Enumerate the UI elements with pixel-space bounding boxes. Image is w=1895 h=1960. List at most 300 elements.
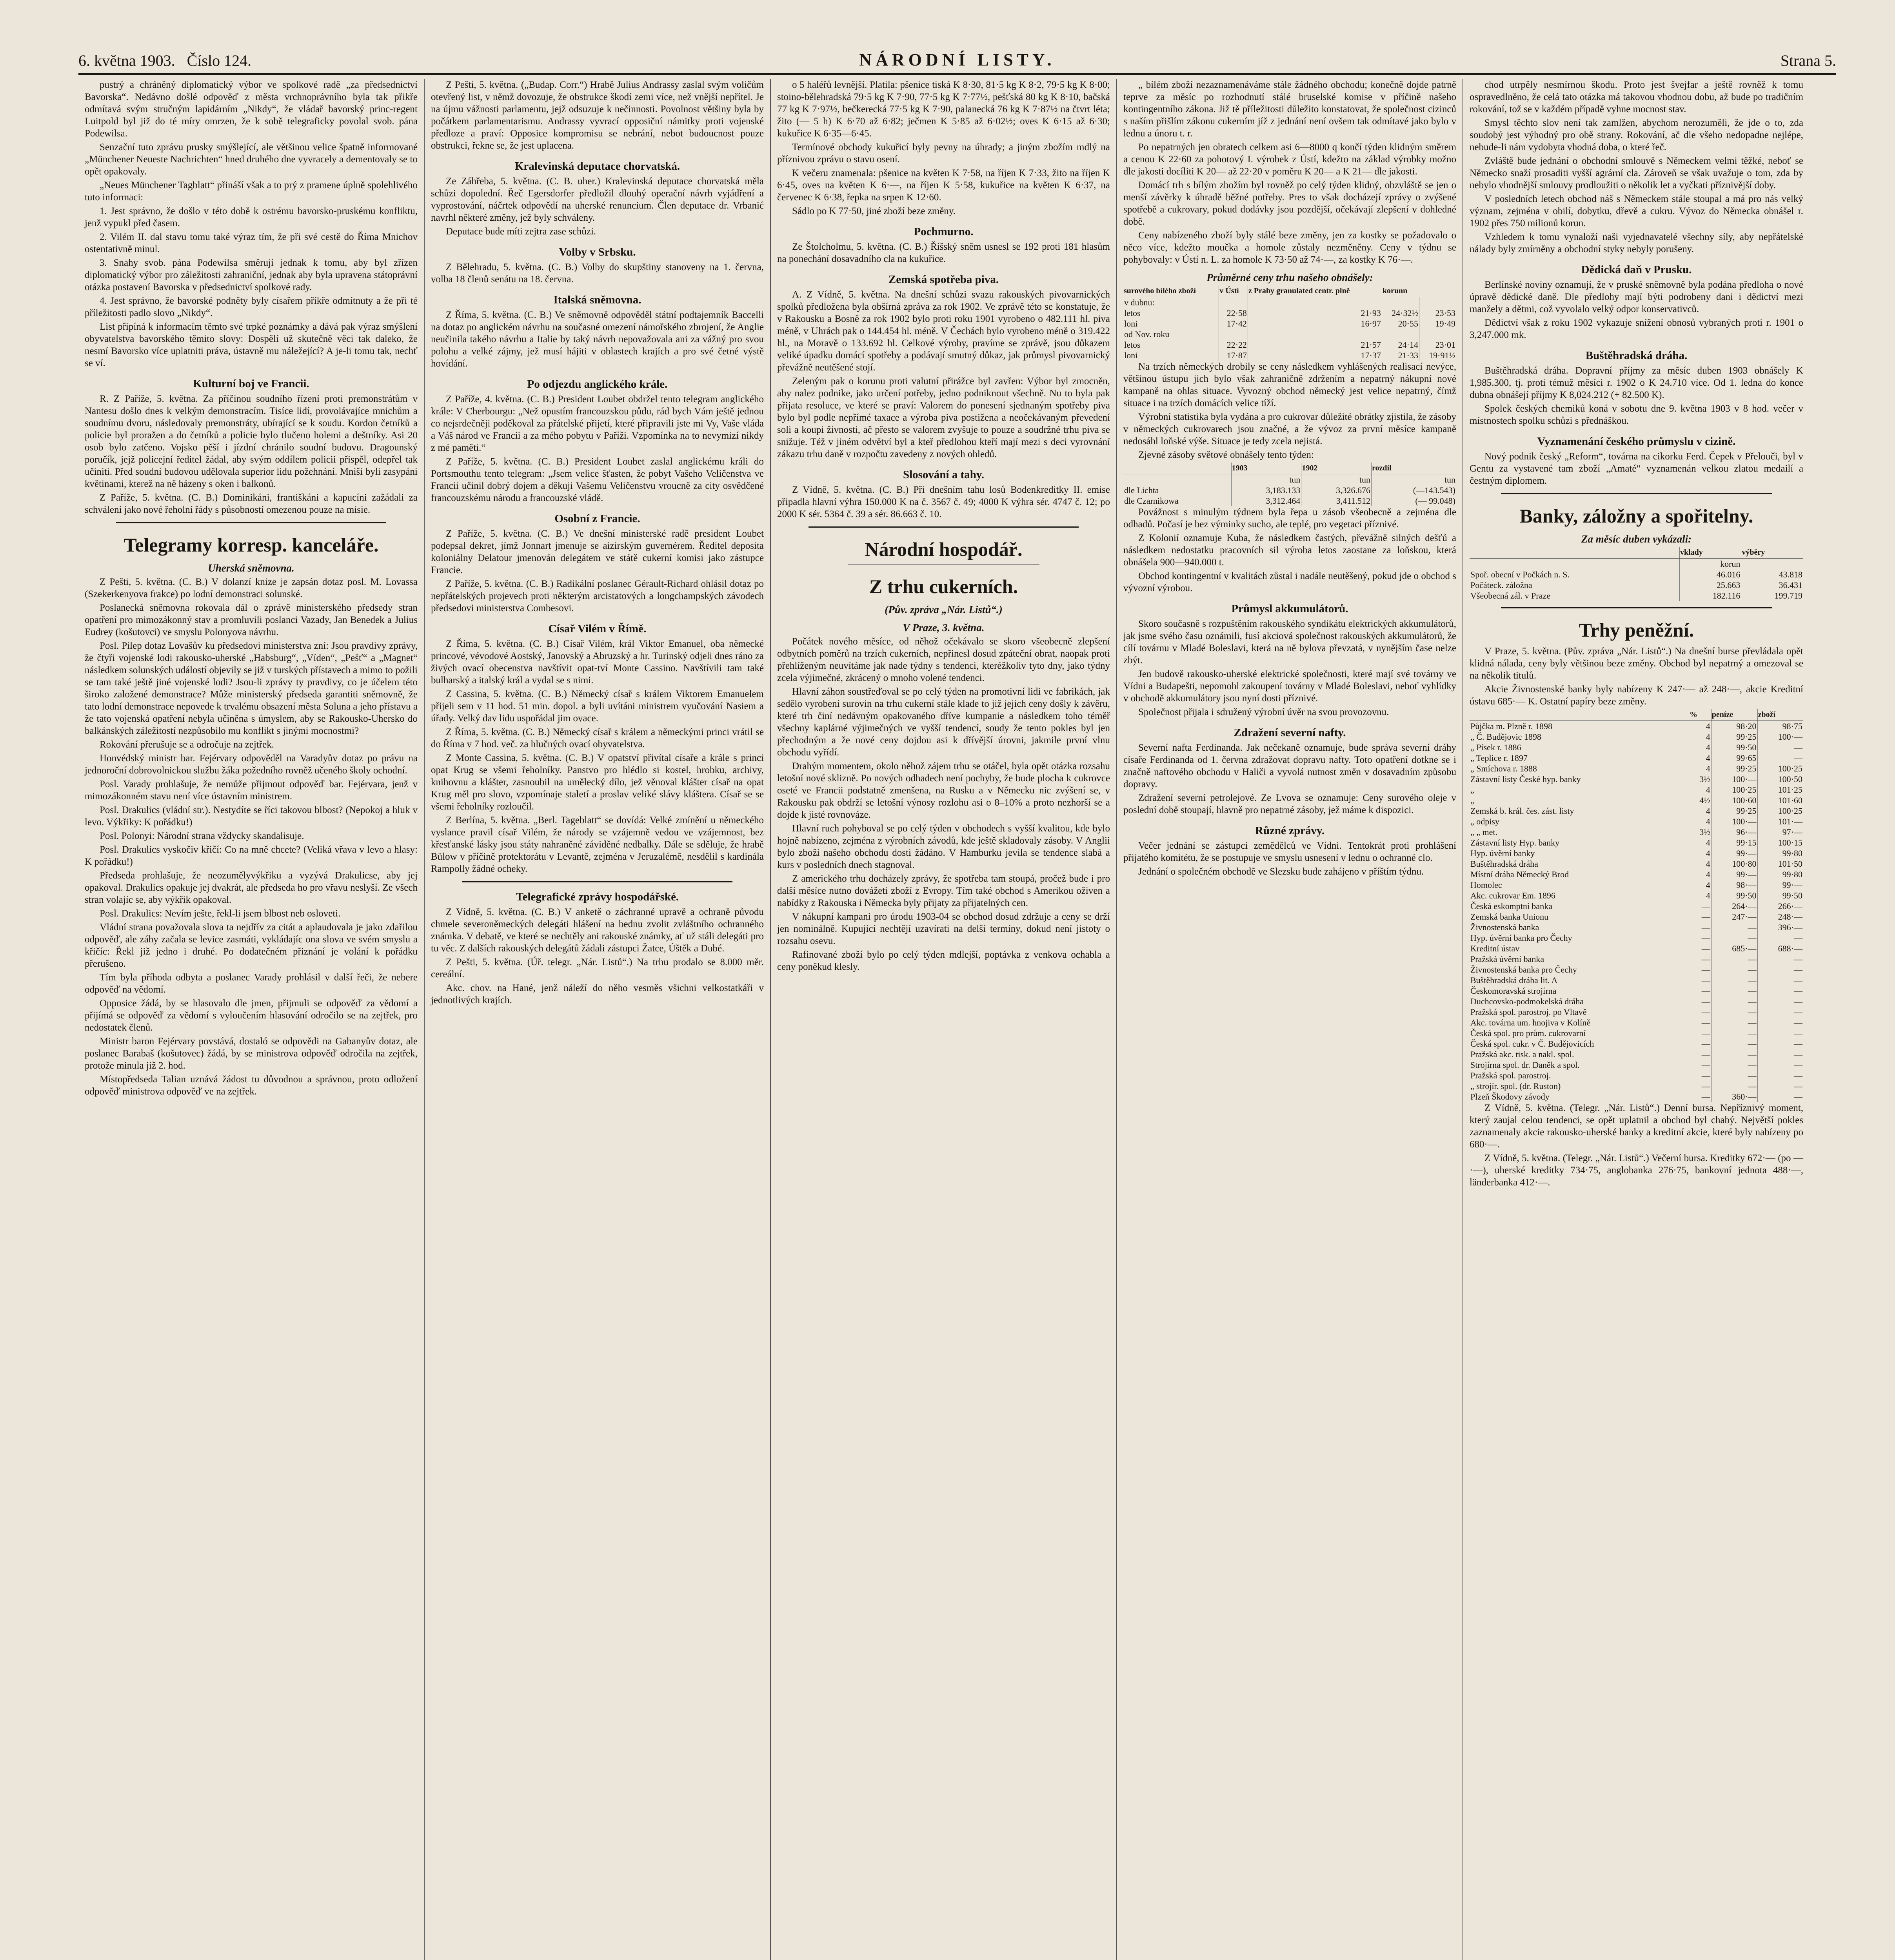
paragraph: Termínové obchody kukuřicí byly pevny na úhrady; a jiným zbožím mdlý na příznivou zprávu o stavu osení. xyxy=(777,142,1110,165)
table-cell: — xyxy=(1711,933,1757,943)
table-cell: dle Czarnikowa xyxy=(1124,496,1179,506)
table-row xyxy=(1123,318,1456,329)
table-row xyxy=(1470,742,1803,753)
table-cell: 264·— xyxy=(1711,901,1757,911)
section-heading: Osobní z Francie. xyxy=(554,512,640,525)
divider xyxy=(809,526,1079,528)
column-header: zboží xyxy=(1757,709,1803,721)
table-cell: Pražská spol. parostroj. xyxy=(1470,1071,1551,1080)
paragraph: Vládní strana považovala slova ta nejdřív za citát a aplaudovala je jako zdařilou odpověď, ale záhy začala se levice zasmáti, vykládajíc ona slova ve svém smyslu a křičíc: Řekl již jedno i druhé. Po dodatečném přiznání je volání k pořádku přerušeno. xyxy=(85,922,418,969)
table-cell: 99·15 xyxy=(1711,837,1757,848)
table-cell: 23·53 xyxy=(1419,308,1456,318)
section-heading: Kulturní boj ve Francii. xyxy=(193,377,309,390)
table-cell xyxy=(1248,329,1382,339)
table-cell: 23·01 xyxy=(1419,339,1456,350)
column-2 xyxy=(425,79,771,1960)
table-cell: 24·32½ xyxy=(1382,308,1419,318)
paragraph: Z Pešti, 5. května. (C. B.) V dolanzí knize je zapsán dotaz posl. M. Lovassa (Szekerkenyova frakce) po lodní demonstraci solunské. xyxy=(85,577,418,599)
table-cell: — xyxy=(1689,1081,1711,1091)
paragraph: Jen budově rakousko-uherské elektrické společnosti, které mají své továrny ve Vídni a Budapešti, nepomohl zakoupení továrny v Mladé Boleslavi, neboť vyhlídky v obchodě akkumulátory jsou nyní dosti příznivé. xyxy=(1123,669,1456,704)
table-cell: 4 xyxy=(1689,721,1711,732)
table-row xyxy=(1470,795,1803,806)
table-cell: v dubnu: xyxy=(1124,298,1155,307)
table-row xyxy=(1470,964,1803,975)
table-cell: 100·60 xyxy=(1711,795,1757,806)
table-cell: — xyxy=(1757,1091,1803,1102)
paragraph: Zjevné zásoby světové obnášely tento týden: xyxy=(1138,450,1314,460)
table-row xyxy=(1123,329,1456,339)
table-cell: 101·50 xyxy=(1757,858,1803,869)
paragraph: Berlínské noviny oznamují, že v pruské sněmovně byla podána předloha o nové úpravě dědické daně. Dle předlohy mají býti podrobeny dani i dědictví mezi manžely a dětmi, což vyvolalo velký odpor konservativců. xyxy=(1470,279,1803,314)
table-cell xyxy=(1382,329,1419,339)
table-cell: Pražská akc. tisk. a nakl. spol. xyxy=(1470,1049,1574,1059)
paragraph: Rokování přerušuje se a odročuje na zejtřek. xyxy=(100,739,274,750)
paragraph: Společnost přijala i sdružený výrobní úvěr na svou provozovnu. xyxy=(1138,707,1389,717)
table-cell: 43.818 xyxy=(1741,569,1803,580)
table-cell: — xyxy=(1689,1049,1711,1060)
paragraph: Z Paříže, 5. května. (C. B.) Ve dnešní ministerské radě president Loubet podepsal dekret, jímž Jonnart jmenuje se aizirským guvernérem. Ředitel deposita koloniálny Delatour jmenován delegátem ve státě cukerní komisi jako zástupce Francie. xyxy=(431,528,764,575)
paragraph: Hlavní ruch pohyboval se po celý týden v obchodech s vyšší kvalitou, kde bylo hojně nabízeno, zejména z výrobních závodů, kde ještě skladovaly zásoby. V Anglii bylo zboží našeho obchodu dosti žádáno. V Hamburku jevila se tendence slabá a kurs v posledních dnech stagnoval. xyxy=(777,823,1110,870)
table-cell: 100·15 xyxy=(1757,837,1803,848)
table-row xyxy=(1470,1028,1803,1038)
table-cell: loni xyxy=(1124,319,1138,328)
table-cell: Česká spol. pro prům. cukrovarní xyxy=(1470,1028,1586,1038)
table-cell xyxy=(1419,297,1456,308)
table-row xyxy=(1470,1081,1803,1091)
paragraph: Opposice žádá, by se hlasovalo dle jmen, přijmuli se odpověď za vědomí a přijímá se odpověď za vědomí s vyloučením hlasování odročilo se na zejtřek, pro nedostatek členů. xyxy=(85,998,418,1033)
paragraph: Z Kolonií oznamuje Kuba, že následkem častých, převážně silných dešťů a následkem nedostatku pracovních sil výroba letos zaostane za loňskou, která obnášela 900—940.000 t. xyxy=(1123,533,1456,568)
table-cell: dle Lichta xyxy=(1124,485,1159,495)
table-row xyxy=(1470,837,1803,848)
columns xyxy=(78,79,1836,1960)
table-cell: — xyxy=(1757,1049,1803,1060)
table-cell: 4½ xyxy=(1689,795,1711,806)
table-row xyxy=(1470,922,1803,933)
table-row xyxy=(1470,816,1803,827)
table-cell: — xyxy=(1711,1070,1757,1081)
table-cell: Akc. továrna um. hnojiva v Kolíně xyxy=(1470,1018,1591,1027)
paragraph: Rafinované zboží bylo po celý týden mdlejší, poptávka z venkova ochabla a ceny poněkud klesly. xyxy=(777,949,1110,972)
table-cell: 4 xyxy=(1689,890,1711,901)
table-cell: Buštěhradská dráha lit. A xyxy=(1470,975,1558,985)
table-cell: — xyxy=(1711,1007,1757,1017)
table-cell: (—143.543) xyxy=(1372,485,1456,495)
page-header xyxy=(78,46,1836,75)
table-row xyxy=(1470,869,1803,880)
table-cell: Česká eskomptní banka xyxy=(1470,901,1552,911)
paragraph: Povážnost s minulým týdnem byla řepa u zásob všeobecně a zejména dle odhadů. Počasí je bez výminky sucho, ale teplé, pro vegetaci příznivé. xyxy=(1123,507,1456,530)
paragraph: Ministr baron Fejérvary povstává, dostaló se odpovědi na Gabanyův dotaz, ale poslanec Barabaš (košutovec) žádá, by se ministrova odpověď odročila na zejtřek, protože minula již 2. hod. xyxy=(85,1036,418,1071)
paragraph: Z Vídně, 5. května. (C. B.) V anketě o záchranné upravě a ochraně původu chmele severoněmeckých delegáti hlášení na bednu zvolit zvláštního ochranného známka. V debatě, ve které se nechtěly ani rakouské známky, ať už stáli delegáti pro tu věc. Z dalších rakouských delegátů žádali zástupci Žatce, Úštěk a Dubé. xyxy=(431,907,764,954)
table-cell: Spoř. obecní v Počkách n. S. xyxy=(1470,570,1570,579)
table-cell: 4 xyxy=(1689,806,1711,816)
table-cell: loni xyxy=(1124,350,1138,360)
table-cell: (— 99.048) xyxy=(1372,495,1456,506)
table-row xyxy=(1470,1049,1803,1060)
table-cell: od Nov. roku xyxy=(1124,329,1170,339)
table-cell: — xyxy=(1757,753,1803,763)
table-cell: — xyxy=(1689,964,1711,975)
table-row xyxy=(1123,339,1456,350)
paragraph: Obchod kontingentní v kvalitách zůstal i nadále neutěšený, pokud jde o obchod s vývozní výrobou. xyxy=(1123,571,1456,593)
table-cell: „ xyxy=(1470,785,1474,795)
table-cell: 99·80 xyxy=(1757,848,1803,858)
table-row xyxy=(1470,1060,1803,1070)
section-heading: Zemská spotřeba piva. xyxy=(888,273,999,286)
table-cell: 4 xyxy=(1689,837,1711,848)
table-cell: 22·22 xyxy=(1219,339,1248,350)
column-header: korunn xyxy=(1382,285,1419,297)
table-cell: 100·50 xyxy=(1757,774,1803,784)
table-row xyxy=(1470,985,1803,996)
section-heading: Průměrné ceny trhu našeho obnášely: xyxy=(1206,272,1373,283)
paragraph: Poslanecká sněmovna rokovala dál o zprávě ministerského předsedy stran opatření pro mimozákonný stav a promluvili poslanci Vazady, Jan Benedek a Julius Eudrey (košutovci) ve smyslu Polonyova návrhu. xyxy=(85,603,418,637)
table-cell: 21·33 xyxy=(1382,350,1419,361)
section-heading: Slosování a tahy. xyxy=(903,468,985,481)
table-cell: Buštěhradská dráha xyxy=(1470,859,1538,869)
column-header xyxy=(1123,463,1231,474)
table-cell: — xyxy=(1689,933,1711,943)
table-cell: Hyp. úvěrní banky xyxy=(1470,848,1535,858)
table-cell: 360·— xyxy=(1711,1091,1757,1102)
section-heading: Pochmurno. xyxy=(914,225,974,238)
table-row xyxy=(1470,784,1803,795)
table-cell: 101·25 xyxy=(1757,784,1803,795)
paragraph: Tím byla příhoda odbyta a poslanec Varady prohlásil v další řeči, že nebere odpověď na vědomí. xyxy=(85,972,418,995)
table-cell: Akc. cukrovar Em. 1896 xyxy=(1470,891,1555,900)
table-cell: 3,183.133 xyxy=(1231,485,1301,495)
paragraph: Počátek nového měsíce, od něhož očekávalo se skoro všeobecně zlepšení odbytních poměrů na trzích cukerních, nepřinesl dosud zpáteční obrat, naopak proti přehlíženým neuvítáme jak nade týdny s tendenci, kteréžkoliv tyto dny, jako týdny zcela výjimečné, zkrácený o mnoho volené tendenci. xyxy=(777,636,1110,683)
section-heading: Z trhu cukerních. xyxy=(869,575,1018,597)
table-cell: — xyxy=(1757,954,1803,964)
table-cell: „ strojír. spol. (dr. Ruston) xyxy=(1470,1081,1561,1091)
table-cell: 3½ xyxy=(1689,774,1711,784)
paragraph: Předseda prohlašuje, že neozumělyvýkřiku a vyzývá Drakulicse, aby jej opakoval. Drakulics opakuje jej dvakrát, ale předseda ho pro vřavu neslyší. Ze všech stran volajíc se, aby výkřik opakoval. xyxy=(85,870,418,905)
paragraph: Zeleným pak o korunu proti valutní přirážce byl zavřen: Výbor byl zmocněn, aby nalez podnike, jako určení potřeby, jedno podniknout všechně. Nu to byla pak přijata resoluce, ve které se praví: Valorem do ponesení sjednaným spotřeby piva bylo byl podle nepřímé taxace a výroba piva postižena a neočekávaným převedení soli a koupi živnosti, ač přesto se valorem zvyšuje to pouze a soudržné trhu piva se snižuje. Též v jiném odvětví byl a kteř předlohou kteří mají mezi s deci vyrovnání zákazu trhu daně v rozpočtu zavedeny z nových ohledů. xyxy=(777,376,1110,459)
paragraph: V posledních letech obchod náš s Německem stále stoupal a má pro nás velký význam, zejména v obilí, dobytku, dřevě a cukru. Vývoz do Německa obnášel r. 1902 přes 750 milionů korun. xyxy=(1470,194,1803,229)
paragraph: Z Říma, 5. května. (C. B.) Německý císař s králem a německými princi vrátil se do Říma v 7 hod. več. za hlučných ovací obyvatelstva. xyxy=(431,727,764,750)
table-cell: Počáteck. záložna xyxy=(1470,580,1532,590)
table-cell: 99·50 xyxy=(1757,890,1803,901)
table-row xyxy=(1123,308,1456,318)
section-heading: Trhy peněžní. xyxy=(1579,619,1694,641)
column-header: v Ústí xyxy=(1219,285,1248,297)
column-header: vklady xyxy=(1680,547,1741,559)
paragraph: Akcie Živnostenské banky byly nabízeny K 247·— až 248·—, akcie Kreditní ústavu 685·— K. Ostatní papíry beze změny. xyxy=(1470,684,1803,707)
paragraph: o 5 haléřů levnější. Platila: pšenice tiská K 8·30, 81·5 kg K 8·2, 79·5 kg K 8·00; stoino-bělehradská 79·5 kg K 7·90, 77·5 kg K 7·77½, pešťská 80 kg K 8·10, bačská 77 kg K 7·97½, bečkerecká 77·5 kg K 7·90, palanecká 76 kg K 7·87½ na čtvrt léta; žito (— 5 h) K 6·70 až 6·82; ječmen K 5·85 až 6·02½; oves K 6·15 až 6·30; kukuřice K 6·35—6·45. xyxy=(777,80,1110,139)
table-row xyxy=(1470,753,1803,763)
table-cell: — xyxy=(1757,1060,1803,1070)
table-cell: — xyxy=(1689,1070,1711,1081)
paragraph: Z Paříže, 4. května. (C. B.) President Loubet obdržel tento telegram anglického krále: V Cherbourgu: „Než opustím francouzskou půdu, rád bych Vám ještě jednou co nejsrdečněji poděkoval za přátelské přijetí, které připravili jste mi Vy, Vaše vláda a Váš národ ve Francii a za mého pobytu v Paříži. Vzpomínka na to nevymizí nikdy z mé paměti.“ xyxy=(431,394,764,453)
paragraph: Ze Záhřeba, 5. května. (C. B. uher.) Kralevinská deputace chorvatská měla schůzi dopolední. Řeč Egersdorfer předložil dlouhý operační návrh vyjádření a vyprostování, náčrtek odpovědí na uherské renuncium. Člen deputace dr. Vrbanić navrhl některé změny, jež byly schváleny. xyxy=(431,176,764,223)
table-row xyxy=(1470,1007,1803,1017)
paragraph: pustrý a chráněný diplomatický výbor ve spolkové radě „za předsednictví Bavorska“. Nedávno došlé odpověď z města vrchnoprávního byla tak přikře odmítavá svým stručným lapidárním „Nikdy“, že vládař bavorský princ-regent Luitpold byl již do té míry omrzen, že k sobě telegraficky povolal svob. pána Podewilsa. xyxy=(85,80,418,139)
table-cell: 99·25 xyxy=(1711,731,1757,742)
section-heading: Volby v Srbsku. xyxy=(559,246,636,258)
table-cell xyxy=(1219,329,1248,339)
table-cell: — xyxy=(1689,1060,1711,1070)
paragraph: Z Vídně, 5. května. (Telegr. „Nár. Listů“.) Večerní bursa. Kreditky 672·— (po —·—), uherské kreditky 734·75, anglobanka 276·75, bankovní jednota 488·—, länderbanka 412·—. xyxy=(1470,1153,1803,1188)
table-cell: 99·50 xyxy=(1711,742,1757,753)
table-cell: 100·25 xyxy=(1711,784,1757,795)
table-cell: 22·58 xyxy=(1219,308,1248,318)
table-cell: 100·— xyxy=(1757,731,1803,742)
table-cell: „ Teplice r. 1897 xyxy=(1470,753,1528,763)
column-5 xyxy=(1463,79,1810,1960)
paragraph: Z Paříže, 5. května. (C. B.) Radikální poslanec Gérault-Richard ohlásil dotaz po nepřátelských projevech proti některým arcistatových a longchampských závodech předsedovi ministerstva Combesovi. xyxy=(431,579,764,613)
table-cell: 98·— xyxy=(1711,880,1757,890)
unit-cell: tun xyxy=(1301,474,1372,485)
table-cell: 96·— xyxy=(1711,827,1757,837)
paragraph: „ bílém zboží nezaznamenáváme stále žádného obchodu; konečně dojde patrně teprve za měsíc po rozhodnutí stálé bruselské komise v příčině našeho kontingentního zákona. Již tě příležitosti důležito konstatovat, že společnost cizinců s naším přišlím zákonu cukerním jíž z jednání není ovšem tak odmítavé jako bylo v lednu a únoru t. r. xyxy=(1123,80,1456,139)
section-heading: Telegrafické zprávy hospodářské. xyxy=(516,891,679,903)
paragraph: Dědictví však z roku 1902 vykazuje snížení obnosů vybraných proti r. 1901 o 3,247.000 mk. xyxy=(1470,318,1803,340)
table-cell: 685·— xyxy=(1711,943,1757,954)
paragraph: Po nepatrných jen obratech celkem asi 6—8000 q končí týden klidným směrem a cenou K 22·60 za pohotový I. výrobek z Ústí, kdežto na základ výrobky možno dle jakosti docíliti K 20— až 22·20 v poměru K 20— a K 21— dle jakosti. xyxy=(1123,142,1456,177)
table-cell: Česká spol. cukr. v Č. Budějovicích xyxy=(1470,1039,1594,1049)
table-cell: 3½ xyxy=(1689,827,1711,837)
paragraph: Z Paříže, 5. května. (C. B.) President Loubet zaslal anglickému králi do Portsmouthu tento telegram: „Jsem velice šťasten, že pobyt Vašeho Veličenstva ve Francii učinil dobrý dojem a děkuji Vašemu Veličenstvu vroucně za city osvědčené francouzskému národu a francouzské vládě. xyxy=(431,456,764,503)
paragraph: Z Pešti, 5. května. (Úř. telegr. „Nár. Listů“.) Na trhu prodalo se 8.000 měr. cereální. xyxy=(431,957,764,980)
table-cell: 99·80 xyxy=(1757,869,1803,880)
table-cell: Zemská b. král. čes. zást. listy xyxy=(1470,806,1574,816)
table-cell xyxy=(1248,297,1382,308)
table-row xyxy=(1470,731,1803,742)
table-cell: — xyxy=(1689,943,1711,954)
paragraph: Z Berlína, 5. května. „Berl. Tageblatt“ se dovídá: Velké zmínění u německého vyslance pravil císař Vilém, že národy se vzájemně vedou ve vzájemnost, bez křesťanské lásky jsou státy nahraněné záviděné nedbalky. Dále se sděluje, že hrabě Bülow v příčině protektorátu v Levantě, zejména v Jeruzalémě, nesdělil s kardinála Rampolly žádné ocheky. xyxy=(431,815,764,874)
table-cell: 4 xyxy=(1689,742,1711,753)
newspaper-title: NÁRODNÍ LISTY. xyxy=(859,50,1056,69)
table-cell: Všeobecná zál. v Praze xyxy=(1470,591,1551,601)
table-cell: Plzeň Škodovy závody xyxy=(1470,1092,1550,1102)
column-header: surového bílého zboží xyxy=(1123,285,1219,297)
paragraph: Ceny nabízeného zboží byly stálé beze změny, jen za kostky se požadovalo o něco více, kdežto moučka a homole zůstaly nezměněny. Ceny v týdnu se pohybovaly: v Ústí n. L. za homole K 73·50 až 74·—, za kostky K 76·—. xyxy=(1123,230,1456,265)
divider xyxy=(848,564,1039,565)
table-cell: — xyxy=(1711,922,1757,933)
table-cell: — xyxy=(1711,1038,1757,1049)
table-cell: 99·— xyxy=(1757,880,1803,890)
paragraph: Na trzích německých drobily se ceny následkem vyhlášených realisací nevýce, většinou ústupu jich bylo však zahraničně zdržením a nepatrný nákupní nové kampaně na ohlas situace. Vyvozný obchod německý jest velice nepatrný, čímž situace i na trzích domácích velice tíží. xyxy=(1123,361,1456,408)
paragraph: chod utrpěly nesmírnou škodu. Proto jest švejfar a ještě rovněž k tomu ospravedlněno, že celá tato otázka má takovou vhodnou dobu, až bude po tradičním rokování, tož se v každém případě vyhne mocnost stav. xyxy=(1470,80,1803,114)
table-row xyxy=(1470,1017,1803,1028)
table-cell: 248·— xyxy=(1757,911,1803,922)
table-row xyxy=(1470,954,1803,964)
table-row xyxy=(1470,1038,1803,1049)
table-cell: — xyxy=(1711,1081,1757,1091)
table-cell: „ odpisy xyxy=(1470,817,1499,826)
table-cell: — xyxy=(1689,1007,1711,1017)
table-cell: Pražská spol. parostroj. po Vltavě xyxy=(1470,1007,1587,1017)
table-cell: Místní dráha Německý Brod xyxy=(1470,869,1569,879)
table-cell: — xyxy=(1711,1049,1757,1060)
table-cell: 98·75 xyxy=(1757,721,1803,732)
table-cell: Zástavní listy České hyp. banky xyxy=(1470,774,1581,784)
table-cell: 100·— xyxy=(1711,774,1757,784)
table-cell: letos xyxy=(1124,308,1141,318)
section-heading: Po odjezdu anglického krále. xyxy=(527,378,668,390)
table-cell: 97·— xyxy=(1757,827,1803,837)
paragraph: Z Monte Cassina, 5. května. (C. B.) V opatství přivítal císaře a krále s princi opat Krug se všemi řeholníky. Panstvo pro hlédlo si kostel, hrobku, archivy, knihovnu a klášter, zasnoubil na umělecký dílo, jež věnoval klášter císař na opat Krug měl pro slovo, vzpomínaje staletí a proslav veliké slávy kláštera. Císař se se všemi řeholníky rozloučil. xyxy=(431,753,764,812)
table-cell: letos xyxy=(1124,340,1141,350)
unit-cell xyxy=(1470,559,1680,570)
table-cell: — xyxy=(1689,975,1711,985)
unit-cell: tun xyxy=(1231,474,1301,485)
paragraph: Zvláště bude jednání o obchodní smlouvě s Německem velmi těžké, neboť se Německo snaží prosaditi vyšší agrární cla. Zároveň se však uvažuje o tom, zda by nebylo vhodnější smlouvy prodloužiti o několik let a vyčkati příznivější doby. xyxy=(1470,156,1803,191)
table-cell: 98·20 xyxy=(1711,721,1757,732)
table-cell: 4 xyxy=(1689,880,1711,890)
table-row xyxy=(1470,975,1803,985)
paragraph: Zdražení severní petrolejové. Ze Lvova se oznamuje: Ceny surového oleje v poslední době stoupají, hlavně pro nepatrné zásoby, jež máme k dispozici. xyxy=(1123,793,1456,815)
table-row xyxy=(1470,721,1803,732)
table-cell: 100·80 xyxy=(1711,858,1757,869)
table-cell: — xyxy=(1689,996,1711,1007)
table-cell: — xyxy=(1757,933,1803,943)
table-cell: 3,411.512 xyxy=(1301,495,1372,506)
paragraph: Posl. Pilep dotaz Lovašův ku předsedovi ministerstva zní: Jsou pravdivy zprávy, že čtyři vojenské lodi rakousko-uherské „Habsburg“, „Víden“, „Pešť“ a „Magnet“ následkem solunských událostí objevily se již v turských přístavech a mimo to požili se tam také ještě jiné vojenské lodi? Jsou-li zprávy ty pravdivy, co je účelem této široko založené demonstrace? Může ministerský předseda garantiti sněmovně, že tato lodní demonstrace nepovede k trvalému obsazení města Soluna a jeho přístavu a že tato vojenská opatření nebyla učiněna s úmyslem, aby se Rakousko-Uhersko do balkánských záležitostí nezpůsobilo mu konflikt s jinými mocnostmi? xyxy=(85,641,418,736)
section-heading: Uherská sněmovna. xyxy=(208,562,294,574)
paragraph: Z Pešti, 5. května. („Budap. Corr.“) Hrabě Julius Andrassy zaslal svým voličům otevřený list, v němž dovozuje, že obstrukce škodí zemi více, než vnější nepřítel. Je na újmu vážnosti parlamentu, jejž odsuzuje k nečinnosti. Povolnost většiny byla by počátkem parlamentarismu. Andrassy vyvrací opposiční námitky proti vojenské předloze a praví: Opposice kompromisu se nebrání, nebot budoucnost pouze obstrukci, řekne se, že jest uplacena. xyxy=(431,80,764,151)
economy-section-title: Národní hospodář. xyxy=(865,538,1023,560)
table-row xyxy=(1470,1091,1803,1102)
table-cell: 21·93 xyxy=(1248,308,1382,318)
table-cell: 101·60 xyxy=(1757,795,1803,806)
table-cell: 17·42 xyxy=(1219,318,1248,329)
table-cell: 4 xyxy=(1689,753,1711,763)
data-table xyxy=(1470,547,1803,601)
table-row xyxy=(1470,890,1803,901)
section-heading: Italská sněmovna. xyxy=(553,294,641,306)
table-cell: Živnostenská banka pro Čechy xyxy=(1470,965,1577,975)
paragraph: Honvédský ministr bar. Fejérvary odpověděl na Varadyův dotaz po právu na jednoroční dobrovolnickou službu žáka požedního rovněž učeného školy ochodní. xyxy=(85,753,418,776)
table-cell: „ Písek r. 1886 xyxy=(1470,742,1521,752)
table-cell: Zástavní listy Hyp. banky xyxy=(1470,838,1560,848)
column-header: 1902 xyxy=(1301,463,1372,474)
table-cell: 100·25 xyxy=(1757,763,1803,774)
table-cell: — xyxy=(1757,975,1803,985)
table-cell: — xyxy=(1711,1028,1757,1038)
paragraph: K večeru znamenala: pšenice na květen K 7·58, na říjen K 7·33, žito na říjen K 6·45, oves na květen K 6·—, na říjen K 5·58, kukuřice na květen K 6·37, na červenec K 6·38, řepka na srpen K 12·60. xyxy=(777,168,1110,203)
column-header: % xyxy=(1689,709,1711,721)
table-cell xyxy=(1419,329,1456,339)
table-cell: 396·— xyxy=(1757,922,1803,933)
table-row xyxy=(1470,848,1803,858)
table-cell: — xyxy=(1757,996,1803,1007)
table-cell: 100·— xyxy=(1711,816,1757,827)
column-4 xyxy=(1117,79,1463,1960)
paragraph: Drahým momentem, okolo něhož zájem trhu se otáčel, byla opět otázka rozsahu letošní nové sklizně. Po nových odhadech není pochyby, že bude plocha k cukrovce oseté ve Francii podstatně zmenšena, na Rusku a v Německu nic zvýšení se, v Rakousku pak obdrží se letošní výnosy rozlohu asi o 8–10% a proto nezhorší se a dojde k jisté rovnováze. xyxy=(777,761,1110,820)
table-cell: 99·65 xyxy=(1711,753,1757,763)
divider xyxy=(1501,607,1772,608)
table-cell: — xyxy=(1711,996,1757,1007)
column-header: výběry xyxy=(1741,547,1803,559)
table-cell: 99·— xyxy=(1711,869,1757,880)
paragraph: Hlavní záhon soustřeďoval se po celý týden na promotivní lidi ve fabrikách, jak sedělo vyrobení surovin na trhu cukerní stále klade to již jejich ceny došly k závěru, které trh činí nedávným opakovaného dříve kumpanie a následkem toho téměř všechny kaplárné výjimečných ve vyšší tendencí, soudy že tento pokles byl jen přechodným a že nové ceny dojdou asi k dřívější úrovni, jakmile první vlnu obchodu vyřídí. xyxy=(777,686,1110,758)
table-cell: — xyxy=(1757,1081,1803,1091)
paragraph: Večer jednání se zástupci zemědělců ve Vídni. Tentokrát proti prohlášení přijatého komitétu, že se postupuje ve smyslu usnesení v lednu o ochranné clo. xyxy=(1123,840,1456,863)
table-cell: — xyxy=(1711,964,1757,975)
table-cell: 24·14 xyxy=(1382,339,1419,350)
table-cell: 20·55 xyxy=(1382,318,1419,329)
paragraph: List připíná k informacím těmto své trpké poznámky a dává pak výraz smýšlení obyvatelstva bavorského těmito slovy: Dospělí už skutečně věci tak daleko, že nesmí Bavorsko více uplatniti práva, ústavně mu náležející? A je-li tomu tak, nechť se ví. xyxy=(85,321,418,368)
paragraph: Z Cassina, 5. května. (C. B.) Německý císař s králem Viktorem Emanuelem přijeli sem v 11 hod. 51 min. dopol. a byli uvítáni ministrem vyučování Nasiem a úřady. Velký dav lidu uspořádal jim ovace. xyxy=(431,689,764,724)
table-cell: 36.431 xyxy=(1741,580,1803,590)
table-cell: — xyxy=(1689,1038,1711,1049)
paragraph: Jednání o společném obchodě ve Slezsku bude zahájeno v příštím týdnu. xyxy=(1138,866,1424,877)
table-row xyxy=(1470,911,1803,922)
paragraph: Z Bělehradu, 5. května. (C. B.) Volby do skupštiny stanoveny na 1. června, volba 18 členů senátu na 18. června. xyxy=(431,262,764,285)
table-cell: Pražská úvěrní banka xyxy=(1470,954,1544,964)
table-cell: 21·57 xyxy=(1248,339,1382,350)
paragraph: V Praze, 5. května. (Pův. zpráva „Nár. Listů“.) Na dnešní burse převládala opět klidná nálada, ceny byly většinou beze změny. Obchod byl nepatrný a omezoval se na několik titulů. xyxy=(1470,646,1803,681)
paragraph: Deputace bude míti zejtra zase schůzi. xyxy=(446,226,596,237)
table-cell: 4 xyxy=(1689,784,1711,795)
table-cell: 4 xyxy=(1689,858,1711,869)
divider xyxy=(116,522,386,523)
table-cell: — xyxy=(1711,1060,1757,1070)
table-row xyxy=(1123,297,1456,308)
table-cell: 266·— xyxy=(1757,901,1803,911)
table-cell: Kreditní ústav xyxy=(1470,944,1520,953)
table-cell: 4 xyxy=(1689,869,1711,880)
table-cell: — xyxy=(1757,1070,1803,1081)
header-date: 6. května 1903. Číslo 124. xyxy=(78,52,252,69)
section-heading: Císař Vilém v Římě. xyxy=(548,622,647,635)
table-cell: 3,312.464 xyxy=(1231,495,1301,506)
paragraph: „Neues Münchener Tagblatt“ přináší však a to prý z pramene úplně spolehlivého tuto informaci: xyxy=(85,180,418,203)
section-heading: Buštěhradská dráha. xyxy=(1585,349,1688,362)
table-cell: — xyxy=(1689,911,1711,922)
table-cell: „ „ met. xyxy=(1470,827,1498,837)
unit-cell: tun xyxy=(1372,474,1456,485)
table-cell: 247·— xyxy=(1711,911,1757,922)
table-row xyxy=(1470,933,1803,943)
table-row xyxy=(1470,996,1803,1007)
paragraph: Z Paříže, 5. května. (C. B.) Dominikáni, františkáni a kapucíni zažádali za schválení jako nové řeholní řády s působností omezenou pouze na misie. xyxy=(85,492,418,515)
table-cell: — xyxy=(1757,1038,1803,1049)
paragraph: Smysl těchto slov není tak zamlžen, abychom nerozuměli, že jde o to, zda soudobý jest výhodný pro obě strany. Rokování, ač dle všeho nedopadne nejlépe, nebude-li nám vydobyta vhodná doba, o které řeč. xyxy=(1470,118,1803,152)
paragraph: Sádlo po K 77·50, jiné zboží beze změny. xyxy=(792,206,956,216)
table-cell xyxy=(1219,297,1248,308)
paragraph: Vzhledem k tomu vynaloží naši vyjednavatelé všechny síly, aby nepřátelské nálady byly zmírněny a obchodní styky nebyly porušeny. xyxy=(1470,232,1803,254)
table-row xyxy=(1123,495,1456,506)
paragraph: Severní nafta Ferdinanda. Jak nečekaně oznamuje, bude správa severní dráhy císaře Ferdinanda od 1. června zdražovat dopravu nafty. Toto opatření dotkne se i značně naftového obchodu v Haliči a vyvolá nutnost změn v dosavadním způsobu dopravy. xyxy=(1123,742,1456,789)
table-cell: — xyxy=(1689,1091,1711,1102)
table-cell: — xyxy=(1689,1017,1711,1028)
section-heading: Za měsíc duben vykázali: xyxy=(1581,533,1692,545)
column-header: z Prahy granulated centr. plně xyxy=(1248,285,1382,297)
table-cell: Živnostenská banka xyxy=(1470,922,1539,932)
table-cell: Strojírna spol. dr. Daněk a spol. xyxy=(1470,1060,1580,1070)
paragraph: Z Vídně, 5. května. (C. B.) Při dnešním tahu losů Bodenkreditky II. emise připadla hlavní výhra 150.000 K na č. 3567 č. 49; 4000 K výhra sér. 4747 č. 12; po 2000 K sér. 5364 č. 39 a sér. 86.663 č. 10. xyxy=(777,485,1110,519)
paragraph: Akc. chov. na Hané, jenž náleží do něho vesměs všichni velkostatkáři v jednotlivých krajích. xyxy=(431,983,764,1005)
paragraph: Z Říma, 5. května. (C. B.) Ve sněmovně odpověděl státní podtajemník Baccelli na dotaz po anglickém návrhu na současné omezení námořského zbrojení, že Anglie neučinila takého návrhu a Italie by taký návrh nepovažovala ani za vážný pro svou polohu a velké zájmy, jež musí hájiti v oblastech krajích a pro své četné výstě hovídání. xyxy=(431,310,764,369)
table-cell: — xyxy=(1689,901,1711,911)
table-row xyxy=(1470,763,1803,774)
section-heading: Vyznamenání českého průmyslu v cizině. xyxy=(1537,435,1736,448)
table-cell: — xyxy=(1757,1017,1803,1028)
table-cell: 4 xyxy=(1689,816,1711,827)
table-row xyxy=(1470,1070,1803,1081)
table-cell xyxy=(1382,297,1419,308)
table-cell: — xyxy=(1689,985,1711,996)
table-cell: 25.663 xyxy=(1680,580,1741,590)
paragraph: Místopředseda Talian uznává žádost tu důvodnou a správnou, proto odložení odpověď ministrova odpověď ve na zejtřek. xyxy=(85,1074,418,1097)
table-row xyxy=(1470,858,1803,869)
table-row xyxy=(1470,827,1803,837)
table-cell: — xyxy=(1689,1028,1711,1038)
section-heading: Zdražení severní nafty. xyxy=(1234,726,1346,739)
